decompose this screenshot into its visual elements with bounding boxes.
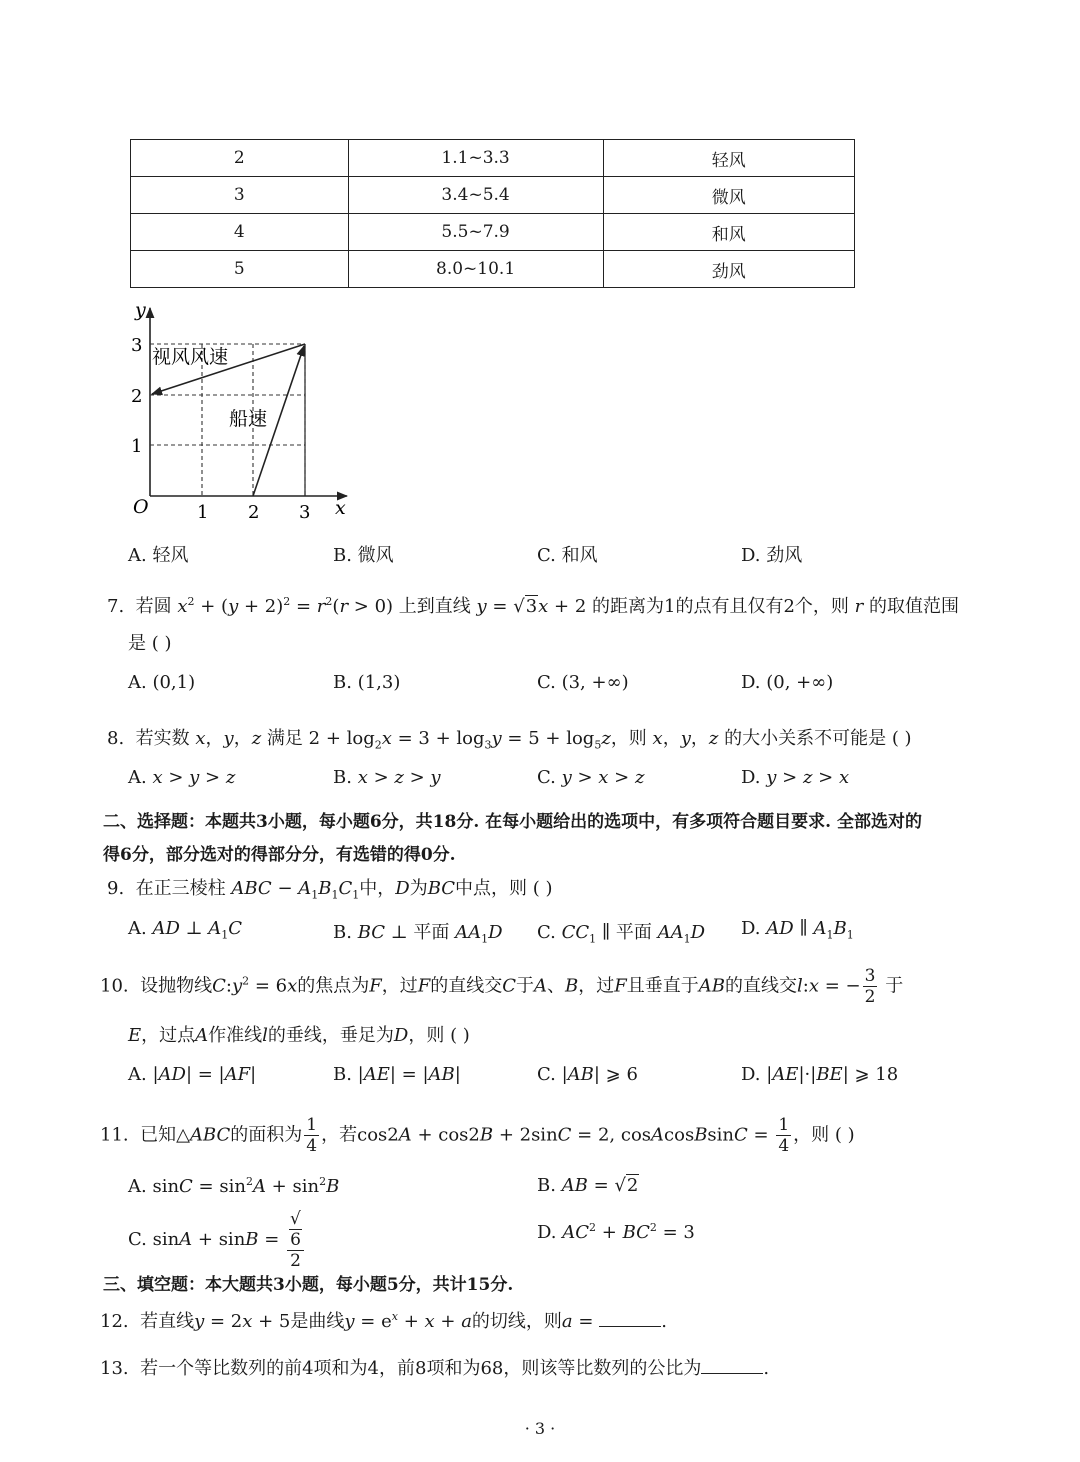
q9-text-1: 在正三棱柱 <box>135 878 226 899</box>
q10-number: 10. <box>100 975 129 997</box>
q8-vars: x，y，z <box>195 728 262 749</box>
q12-number: 12. <box>100 1311 129 1332</box>
q10-stem-line2: E，过点A作准线l的垂线，垂足为D，则 ( ) <box>128 1025 470 1046</box>
q7-text-1: 若圆 <box>135 596 172 617</box>
q11-fraction-area: $\frac{1}{4}$ <box>306 1115 318 1156</box>
origin-label: O <box>133 496 149 518</box>
q12-stem: 12. 若直线y = 2x + 5是曲线$y = e^x + x + a$的切线，则a = . <box>100 1310 667 1332</box>
table-row <box>131 251 855 288</box>
q9-option-b: B. BC ⊥ 平面 $AA_1D$ <box>333 922 503 946</box>
q7-text-3: 的距离为1的点有且仅有2个，则 <box>592 596 849 617</box>
y-axis-label: y <box>135 299 146 321</box>
q7-option-c: C. (3, +∞) <box>537 672 629 693</box>
q6-option-b: B. 微风 <box>333 545 394 566</box>
q8-option-c: C. y > x > z <box>537 767 645 788</box>
table-row <box>131 214 855 251</box>
section2-line1: 二、选择题：本题共3小题，每小题6分，共18分. 在每小题给出的选项中，有多项符合题目要求. 全部选对的 <box>103 812 922 832</box>
q9-text-2: 中， <box>359 878 396 899</box>
q6-option-c: C. 和风 <box>537 545 598 566</box>
table-cell: 轻风 <box>603 140 854 177</box>
table-cell: 3.4~5.4 <box>348 177 603 214</box>
table-cell: 和风 <box>603 214 854 251</box>
q8-option-a: A. x > y > z <box>128 767 236 788</box>
y-tick-3: 3 <box>131 335 143 356</box>
q7-stem-line1 <box>107 592 959 618</box>
q10-option-b: B. |AE| = |AB| <box>333 1064 461 1085</box>
q8-text-3: ，则 <box>610 728 647 749</box>
q8-option-b: B. x > z > y <box>333 767 441 788</box>
q11-stem: 11. 已知△ABC的面积为 $\frac{1}{4}$ ，若cos2A + cos2B + 2sinC = 2, cosAcosBsinC = $\frac{1}{4}$ ，则 ( ) <box>100 1115 855 1156</box>
q9-text-4: 中点，则 ( ) <box>455 878 553 899</box>
q12-answer-blank[interactable] <box>599 1310 661 1327</box>
q7-option-b: B. (1,3) <box>333 672 401 693</box>
q10-option-c: C. |AB| ⩾ 6 <box>537 1064 638 1085</box>
table-cell: 劲风 <box>603 251 854 288</box>
q10-option-d: D. |AE|·|BE| ⩾ 18 <box>741 1064 899 1085</box>
q8-option-d: D. y > z > x <box>741 767 850 788</box>
q11-fraction-product: $\frac{1}{4}$ <box>778 1115 790 1156</box>
apparent-wind-label: 视风风速 <box>152 346 229 368</box>
q7-option-a: A. (0,1) <box>128 672 196 693</box>
table-cell: 5.5~7.9 <box>348 214 603 251</box>
q9-option-a: A. AD ⊥ $A_1C$ <box>128 918 243 942</box>
q6-option-a: A. 轻风 <box>128 545 189 566</box>
y-tick-2: 2 <box>131 386 143 407</box>
q7-line-eq: y = √3x + 2 <box>476 596 587 617</box>
q7-circle-eq: $x^2 + (y + 2)^2 = r^2(r > 0)$ <box>177 595 394 617</box>
table-cell: 5 <box>131 251 349 288</box>
q8-stem <box>107 724 912 752</box>
table-cell: 1.1~3.3 <box>348 140 603 177</box>
q11-option-b: B. AB = √2 <box>537 1175 639 1196</box>
q9-option-c: C. $CC_1$ ∥ 平面 $AA_1D$ <box>537 922 706 946</box>
q13-answer-blank[interactable] <box>701 1357 763 1374</box>
q7-var-r: r <box>854 596 864 617</box>
q7-option-d: D. (0, +∞) <box>741 672 834 693</box>
q9-text-3: 为 <box>409 878 428 899</box>
y-tick-1: 1 <box>131 436 143 457</box>
q6-option-d: D. 劲风 <box>741 545 803 566</box>
wind-scale-table <box>130 139 855 288</box>
page-number: · 3 · <box>524 1419 556 1438</box>
section3-title: 三、填空题：本大题共3小题，每小题5分，共计15分. <box>103 1275 514 1295</box>
q8-text-2: 满足 <box>266 728 303 749</box>
q11-number: 11. <box>100 1124 129 1146</box>
x-tick-2: 2 <box>248 502 260 521</box>
q13-stem: 13. 若一个等比数列的前4项和为4，前8项和为68，则该等比数列的公比为 . <box>100 1358 770 1379</box>
q8-vars-2: x，y，z <box>652 728 719 749</box>
q8-text-1: 若实数 <box>135 728 190 749</box>
q9-option-d: D. AD ∥ $A_1B_1$ <box>741 918 854 942</box>
section2-line2: 得6分，部分选对的得部分分，有选错的得0分. <box>103 845 456 865</box>
velocity-diagram <box>125 296 355 521</box>
table-cell: 3 <box>131 177 349 214</box>
x-tick-1: 1 <box>197 502 209 521</box>
q8-text-4: 的大小关系不可能是 ( ) <box>724 728 912 749</box>
x-axis-label: x <box>335 497 346 519</box>
q7-text-4: 的取值范围 <box>869 596 959 617</box>
q11-option-a: A. $\sin C = \sin^2A + \sin^2B$ <box>128 1175 340 1197</box>
q7-number: 7. <box>107 596 125 617</box>
q9-number: 9. <box>107 878 125 899</box>
q13-number: 13. <box>100 1358 129 1379</box>
q9-prism: ABC − $A_1B_1C_1$ <box>231 878 360 902</box>
q7-text-2: 上到直线 <box>398 596 471 617</box>
table-cell: 微风 <box>603 177 854 214</box>
q10-fraction: $\frac{3}{2}$ <box>864 966 876 1007</box>
q8-equation: $2 + \log_2x = 3 + \log_3y = 5 + \log_5z$ <box>308 728 611 752</box>
x-tick-3: 3 <box>299 502 311 521</box>
q9-stem: 9. 在正三棱柱 ABC − $A_1B_1C_1$中，D为BC中点，则 ( ) <box>107 878 553 902</box>
table-cell: 2 <box>131 140 349 177</box>
q10-stem-line1: 10. 设抛物线$C:y^2 = 6x$的焦点为F，过F的直线交C于A、B，过F且垂直于AB的直线交l:x = − $\frac{3}{2}$ 于 <box>100 966 904 1007</box>
q7-text-5: 是 ( ) <box>128 633 172 654</box>
ship-speed-label: 船速 <box>229 408 268 430</box>
q11-option-c: C. sinA + sinB = √ 6 2 <box>128 1209 306 1271</box>
table-row <box>131 177 855 214</box>
q8-number: 8. <box>107 728 125 749</box>
table-cell: 4 <box>131 214 349 251</box>
table-row <box>131 140 855 177</box>
q11-option-d: D. $AC^2 + BC^2 = 3$ <box>537 1221 695 1243</box>
q10-option-a: A. |AD| = |AF| <box>128 1064 257 1085</box>
table-cell: 8.0~10.1 <box>348 251 603 288</box>
